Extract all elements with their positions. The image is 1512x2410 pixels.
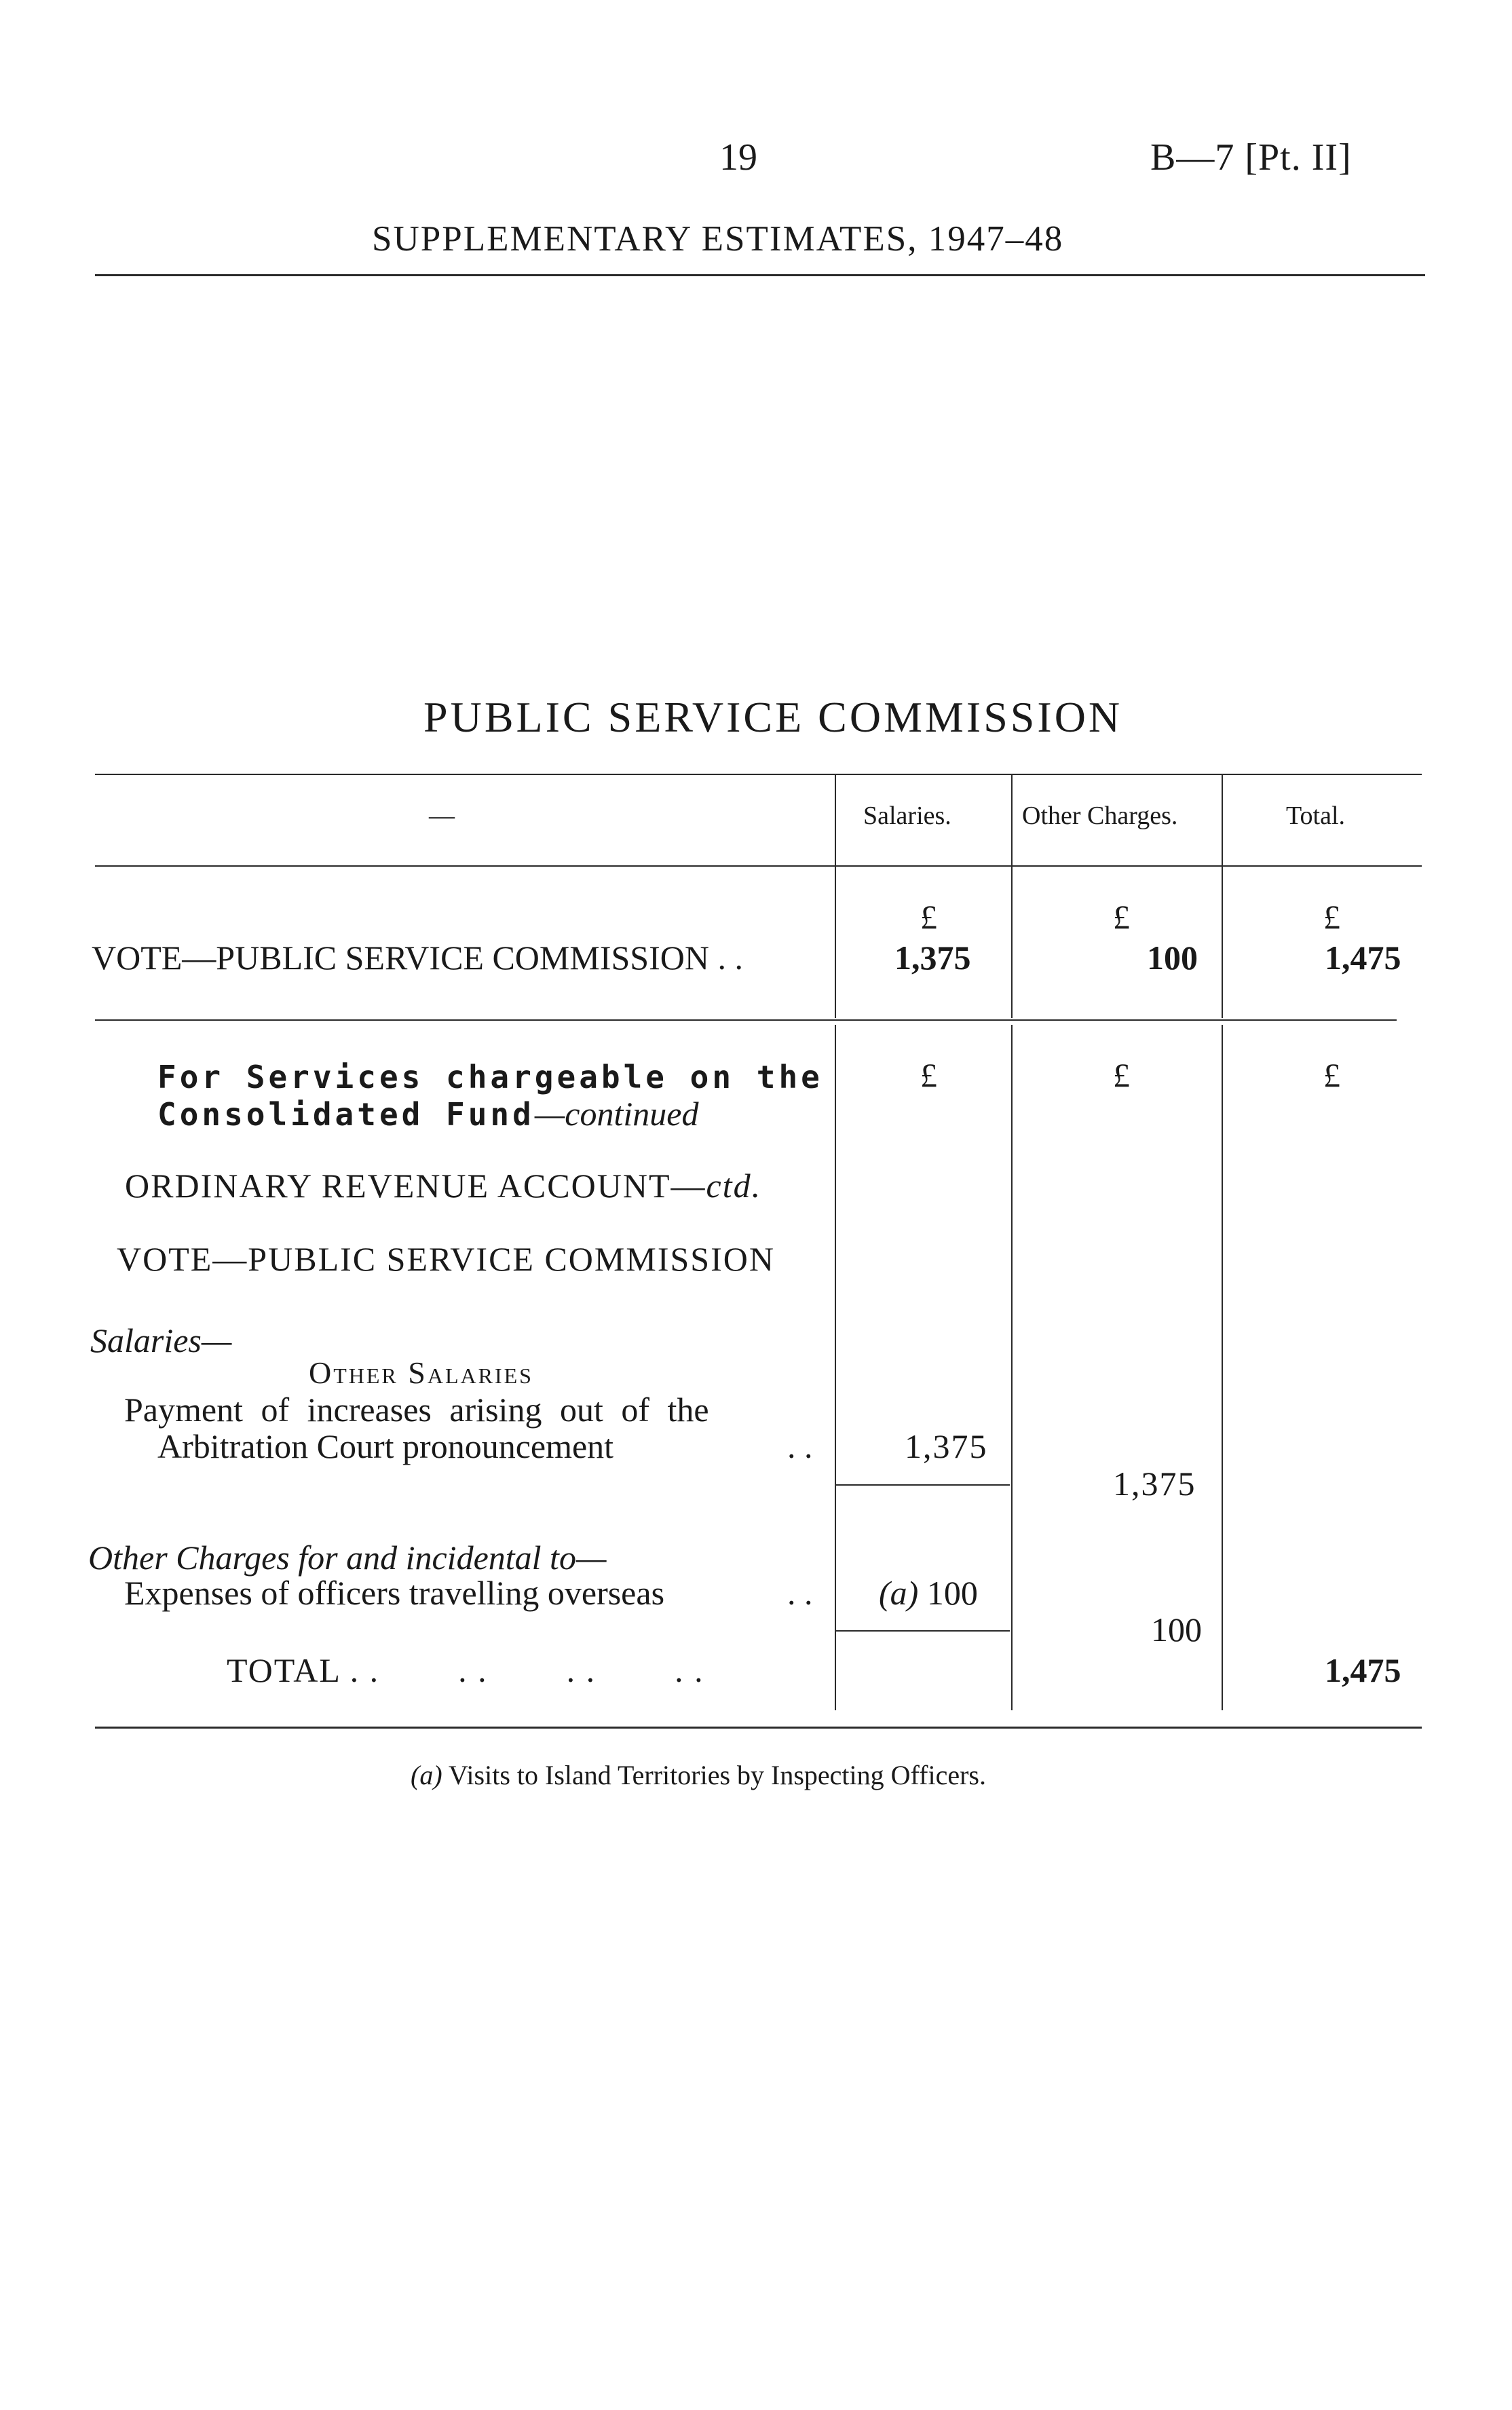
- detail-currency-salaries: £: [920, 1056, 937, 1094]
- section-title: PUBLIC SERVICE COMMISSION: [423, 693, 1123, 741]
- column-header-salaries: Salaries.: [863, 802, 951, 830]
- account-ctd: ctd.: [706, 1167, 762, 1205]
- salaries-subtotal-rule: [836, 1484, 1010, 1486]
- footnote-text: Visits to Island Territories by Inspecting Officers.: [448, 1760, 986, 1790]
- column-header-other-charges: Other Charges.: [1022, 802, 1178, 830]
- other-charges-subtotal-rule: [836, 1630, 1010, 1632]
- header-dash: —: [429, 802, 455, 830]
- other-salaries-subheading: Other Salaries: [309, 1355, 533, 1390]
- consolidated-fund: Consolidated Fund: [157, 1096, 535, 1133]
- page-number: 19: [719, 136, 757, 178]
- summary-total: 1,475: [1325, 939, 1401, 977]
- footnote-marker-ref: (a): [879, 1574, 919, 1612]
- item1-salaries-amount: 1,375: [905, 1427, 988, 1465]
- table-bottom-rule: [95, 1727, 1422, 1729]
- other-charges-heading: Other Charges for and incidental to—: [88, 1539, 607, 1577]
- column-separator-1-detail: [835, 1025, 836, 1710]
- footnote-marker: (a): [411, 1760, 442, 1790]
- column-separator-1: [835, 774, 836, 1018]
- account-label: ORDINARY REVENUE ACCOUNT—: [125, 1167, 706, 1205]
- salaries-heading: Salaries—: [90, 1321, 232, 1359]
- footnote: [411, 1759, 986, 1791]
- grand-total: 1,475: [1325, 1651, 1401, 1689]
- column-header-total: Total.: [1286, 802, 1346, 830]
- other-charges-subtotal: 100: [1151, 1611, 1202, 1649]
- item2-label: Expenses of officers travelling overseas: [124, 1574, 665, 1612]
- continued-note: —continued: [534, 1095, 699, 1133]
- detail-currency-total: £: [1323, 1056, 1340, 1094]
- column-separator-2-detail: [1011, 1025, 1013, 1710]
- summary-other-charges: 100: [1147, 939, 1198, 977]
- item2-leader-dots: . .: [787, 1574, 813, 1612]
- item2-salaries-amount: [879, 1573, 978, 1613]
- item2-amount: 100: [926, 1574, 978, 1612]
- detail-heading-line1: For Services chargeable on the: [157, 1059, 823, 1095]
- ordinary-revenue-account: [125, 1166, 761, 1205]
- detail-currency-other: £: [1113, 1056, 1130, 1094]
- summary-currency-salaries: £: [920, 898, 937, 936]
- summary-bottom-rule: [95, 1019, 1397, 1021]
- header-rule: [95, 274, 1425, 276]
- salaries-subtotal-other-column: 1,375: [1113, 1465, 1196, 1503]
- column-separator-2: [1011, 774, 1013, 1018]
- item1-line1: Payment of increases arising out of the: [124, 1391, 709, 1429]
- item1-line2: Arbitration Court pronouncement: [157, 1427, 614, 1465]
- detail-heading-line2: [157, 1094, 698, 1133]
- column-separator-3: [1222, 774, 1223, 1018]
- summary-salaries: 1,375: [894, 939, 971, 977]
- summary-row-label: VOTE—PUBLIC SERVICE COMMISSION . .: [92, 939, 743, 977]
- summary-currency-other: £: [1113, 898, 1130, 936]
- detail-vote-heading: VOTE—PUBLIC SERVICE COMMISSION: [117, 1240, 775, 1278]
- column-separator-3-detail: [1222, 1025, 1223, 1710]
- total-label: TOTAL . . . . . . . .: [227, 1651, 704, 1689]
- item1-leader-dots: . .: [787, 1427, 813, 1465]
- document-reference: B—7 [Pt. II]: [1150, 136, 1352, 178]
- running-title: SUPPLEMENTARY ESTIMATES, 1947–48: [372, 219, 1064, 259]
- summary-currency-total: £: [1323, 898, 1340, 936]
